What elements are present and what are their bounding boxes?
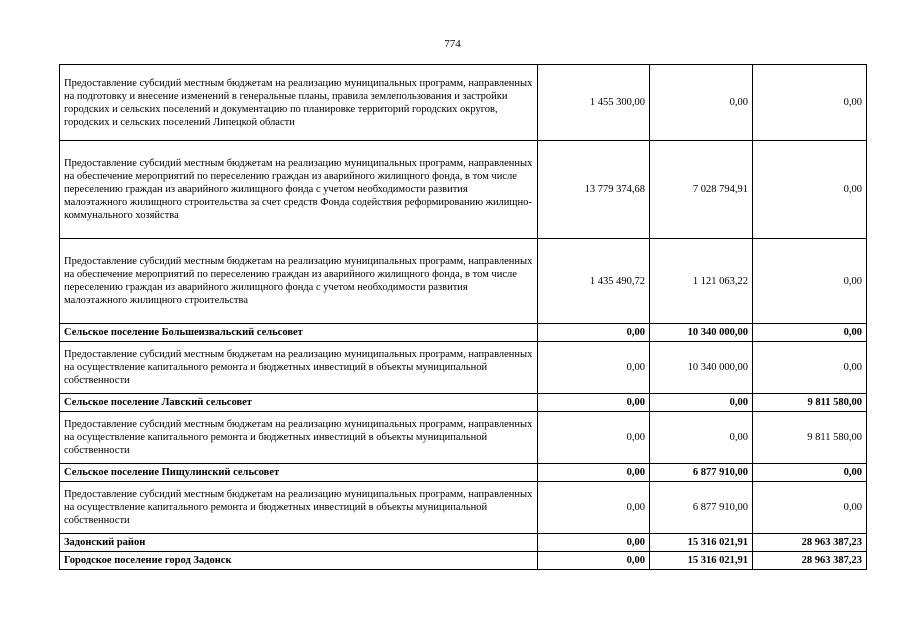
table-row — [60, 141, 867, 239]
amount-cell-3: 28 963 387,23 — [753, 552, 867, 570]
amount-cell-3: 9 811 580,00 — [753, 394, 867, 412]
budget-table — [59, 64, 867, 570]
row-description: Предоставление субсидий местным бюджетам на реализацию муниципальных программ, направленных на осуществление капитального ремонта и бюджетных инвестиций в объекты муниципальной собственности — [60, 412, 538, 464]
amount-cell-2: 6 877 910,00 — [650, 464, 753, 482]
amount-cell-3: 28 963 387,23 — [753, 534, 867, 552]
row-description: Предоставление субсидий местным бюджетам на реализацию муниципальных программ, направленных на осуществление капитального ремонта и бюджетных инвестиций в объекты муниципальной собственности — [60, 482, 538, 534]
amount-cell-1: 1 435 490,72 — [538, 239, 650, 324]
table-row — [60, 412, 867, 464]
amount-cell-1: 0,00 — [538, 464, 650, 482]
row-description: Городское поселение город Задонск — [60, 552, 538, 570]
amount-cell-3: 9 811 580,00 — [753, 412, 867, 464]
amount-cell-3: 0,00 — [753, 324, 867, 342]
amount-cell-2: 0,00 — [650, 65, 753, 141]
subtotal-row — [60, 464, 867, 482]
row-description: Задонский район — [60, 534, 538, 552]
amount-cell-2: 15 316 021,91 — [650, 534, 753, 552]
amount-cell-3: 0,00 — [753, 239, 867, 324]
amount-cell-3: 0,00 — [753, 482, 867, 534]
amount-cell-2: 7 028 794,91 — [650, 141, 753, 239]
row-description: Предоставление субсидий местным бюджетам на реализацию муниципальных программ, направленных на осуществление капитального ремонта и бюджетных инвестиций в объекты муниципальной собственности — [60, 342, 538, 394]
amount-cell-1: 0,00 — [538, 394, 650, 412]
amount-cell-1: 0,00 — [538, 342, 650, 394]
row-description: Сельское поселение Лавский сельсовет — [60, 394, 538, 412]
subtotal-row — [60, 324, 867, 342]
amount-cell-1: 13 779 374,68 — [538, 141, 650, 239]
page-number: 774 — [444, 38, 461, 50]
amount-cell-1: 0,00 — [538, 552, 650, 570]
amount-cell-1: 1 455 300,00 — [538, 65, 650, 141]
amount-cell-1: 0,00 — [538, 534, 650, 552]
amount-cell-1: 0,00 — [538, 482, 650, 534]
table-row — [60, 342, 867, 394]
amount-cell-2: 6 877 910,00 — [650, 482, 753, 534]
subtotal-row — [60, 552, 867, 570]
budget-table-body — [60, 65, 867, 570]
row-description: Предоставление субсидий местным бюджетам на реализацию муниципальных программ, направленных на подготовку и внесение изменений в генеральные планы, правила землепользования и застройки городских и сельских поселений и документацию по планировке территорий городских округов, городских и сельских поселений Липецкой области — [60, 65, 538, 141]
amount-cell-2: 10 340 000,00 — [650, 342, 753, 394]
row-description: Сельское поселение Пищулинский сельсовет — [60, 464, 538, 482]
amount-cell-1: 0,00 — [538, 412, 650, 464]
amount-cell-2: 15 316 021,91 — [650, 552, 753, 570]
row-description: Предоставление субсидий местным бюджетам на реализацию муниципальных программ, направленных на обеспечение мероприятий по переселению граждан из аварийного жилищного фонда, в том числе переселению граждан из аварийного жилищного фонда с учетом необходимости развития малоэтажного жилищного строительства — [60, 239, 538, 324]
amount-cell-2: 0,00 — [650, 412, 753, 464]
subtotal-row — [60, 394, 867, 412]
table-row — [60, 482, 867, 534]
amount-cell-3: 0,00 — [753, 65, 867, 141]
row-description: Предоставление субсидий местным бюджетам на реализацию муниципальных программ, направленных на обеспечение мероприятий по переселению граждан из аварийного жилищного фонда, в том числе переселению граждан из аварийного жилищного фонда с учетом необходимости развития малоэтажного жилищного строительства за счет средств Фонда содействия реформированию жилищно-коммунального хозяйства — [60, 141, 538, 239]
amount-cell-2: 0,00 — [650, 394, 753, 412]
row-description: Сельское поселение Большеизвальский сельсовет — [60, 324, 538, 342]
table-row — [60, 239, 867, 324]
subtotal-row — [60, 534, 867, 552]
amount-cell-3: 0,00 — [753, 342, 867, 394]
table-row — [60, 65, 867, 141]
amount-cell-3: 0,00 — [753, 141, 867, 239]
amount-cell-1: 0,00 — [538, 324, 650, 342]
amount-cell-3: 0,00 — [753, 464, 867, 482]
amount-cell-2: 10 340 000,00 — [650, 324, 753, 342]
amount-cell-2: 1 121 063,22 — [650, 239, 753, 324]
